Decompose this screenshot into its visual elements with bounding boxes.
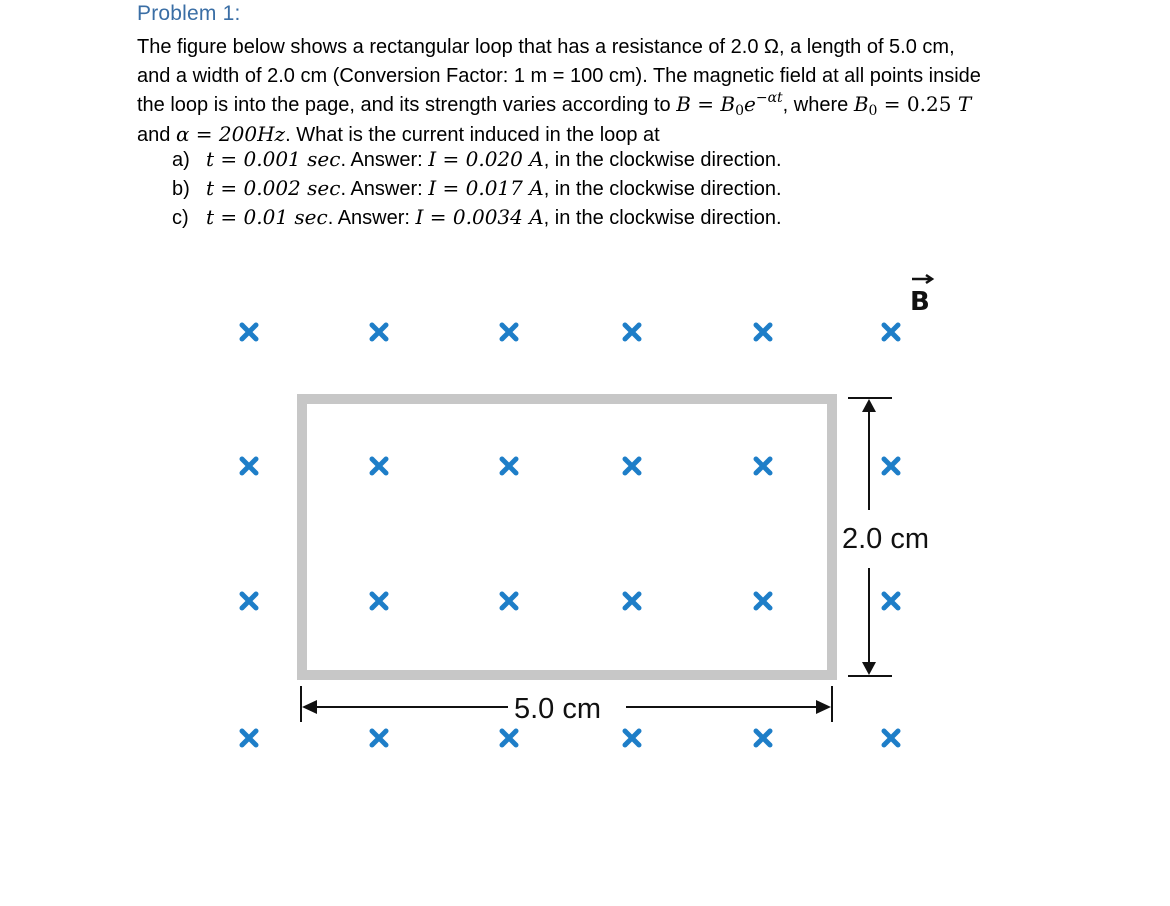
field-into-page-icon [625,459,639,473]
field-markers [242,325,898,745]
statement-line-4: and α = 200Hz. What is the current induced in the loop at [137,121,660,146]
length-arrow-left-icon [302,700,317,714]
answer-label: c) [172,207,189,229]
answer-current: I = 0.020 A [428,147,544,171]
answer-item-b: b) t = 0.002 sec. Answer: I = 0.017 A, in the clockwise direction. [172,174,782,203]
field-symbol: B [910,287,930,317]
field-into-page-icon [502,459,516,473]
field-label [910,275,932,317]
length-dimension [301,686,832,725]
field-into-page-icon [625,594,639,608]
field-into-page-icon [372,325,386,339]
field-into-page-icon [502,325,516,339]
field-into-page-icon [502,594,516,608]
width-arrow-up-icon [862,399,876,412]
statement-line-1: The figure below shows a rectangular loop that has a resistance of 2.0 Ω, a length of 5.0 cm, [137,36,955,58]
field-into-page-icon [756,325,770,339]
answer-current: I = 0.0034 A [415,205,544,229]
field-into-page-icon [756,594,770,608]
answer-current: I = 0.017 A [428,176,544,200]
answer-time: t = 0.001 sec [206,147,341,171]
answer-item-c: c) t = 0.01 sec. Answer: I = 0.0034 A, in the clockwise direction. [172,203,782,232]
width-label: 2.0 cm [842,523,930,555]
alpha-value: α = 200Hz [175,121,286,146]
statement-line-3: the loop is into the page, and its strength varies according to $B = B_0e^{-\alpha t}$, where $B_0 = 0.25$ T [137,90,972,119]
length-label: 5.0 cm [514,693,602,725]
width-dimension [842,398,929,676]
field-into-page-icon [756,459,770,473]
answer-label: a) [172,149,190,171]
answer-label: b) [172,178,190,200]
field-into-page-icon [242,594,256,608]
answer-time: t = 0.002 sec [206,176,341,200]
rectangular-loop [302,399,832,675]
length-arrow-right-icon [816,700,831,714]
problem-heading: Problem 1: [137,2,241,25]
field-into-page-icon [372,594,386,608]
field-into-page-icon [502,731,516,745]
field-into-page-icon [625,731,639,745]
field-into-page-icon [242,731,256,745]
field-into-page-icon [884,325,898,339]
field-into-page-icon [372,459,386,473]
field-into-page-icon [756,731,770,745]
width-arrow-down-icon [862,662,876,675]
field-into-page-icon [372,731,386,745]
field-formula: $B = B_0e^{-\alpha t}$ [676,90,783,119]
b0-value: $B_0 = 0.25$ T [853,92,972,119]
field-into-page-icon [242,325,256,339]
field-into-page-icon [884,459,898,473]
field-into-page-icon [242,459,256,473]
statement-line-2: and a width of 2.0 cm (Conversion Factor: 1 m = 100 cm). The magnetic field at all points inside [137,64,981,87]
answer-item-a: a) t = 0.001 sec. Answer: I = 0.020 A, in the clockwise direction. [172,145,782,174]
statement-line-3-text: the loop is into the page, and its strength varies according to [137,94,677,116]
field-into-page-icon [625,325,639,339]
field-into-page-icon [884,731,898,745]
field-into-page-icon [884,594,898,608]
answer-time: t = 0.01 sec [206,205,328,229]
